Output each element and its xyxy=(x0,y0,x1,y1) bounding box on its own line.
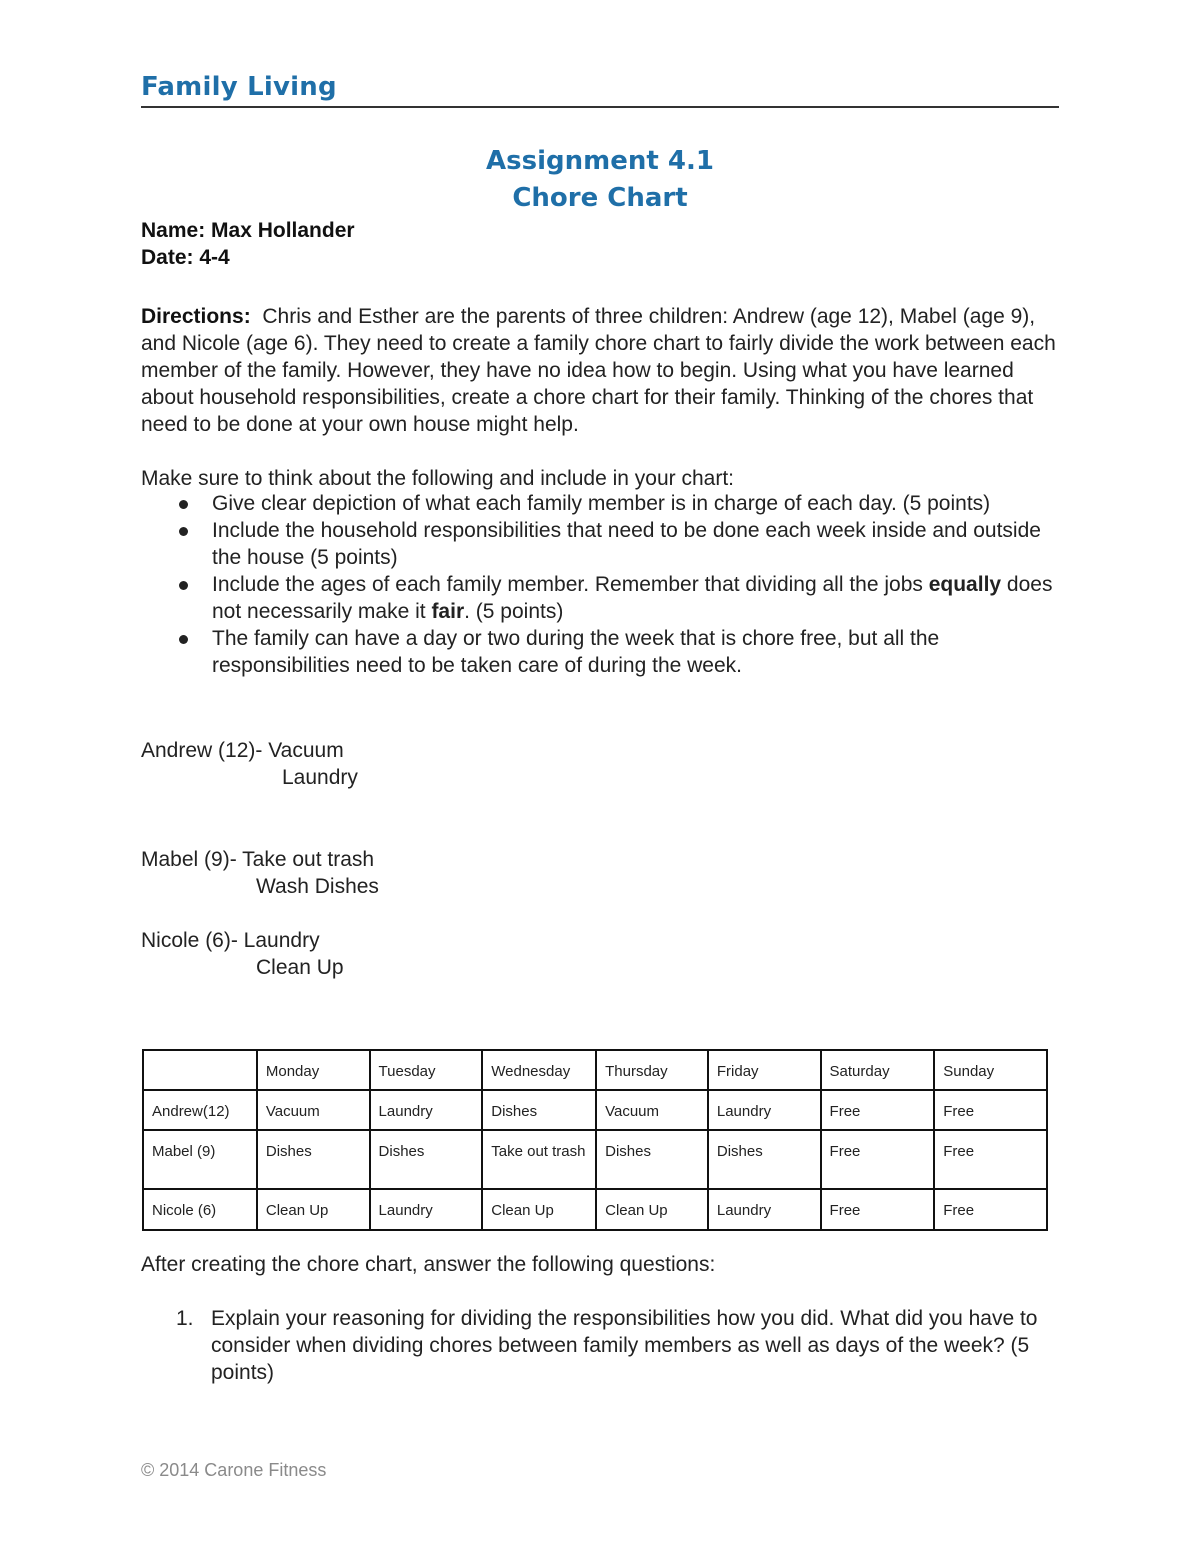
list-item xyxy=(141,490,1059,517)
table-cell: Clean Up xyxy=(257,1189,370,1230)
andrew-chore-secondary: Laundry xyxy=(282,766,358,789)
list-item xyxy=(141,517,1059,571)
nicole-chore-secondary: Clean Up xyxy=(256,956,344,979)
table-header-row xyxy=(143,1050,1047,1090)
table-cell xyxy=(143,1050,257,1090)
table-cell: Wednesday xyxy=(482,1050,596,1090)
bullet-icon xyxy=(179,581,188,590)
bullet-text: Give clear depiction of what each family member is in charge of each day. (5 points) xyxy=(212,492,991,515)
question-number: 1. xyxy=(176,1307,194,1330)
directions-label: Directions: xyxy=(141,305,251,328)
bullet-text-part: . (5 points) xyxy=(464,600,564,623)
table-cell: Take out trash xyxy=(482,1130,596,1189)
table-cell: Laundry xyxy=(708,1090,821,1130)
list-item xyxy=(141,571,1059,625)
chore-chart-table xyxy=(142,1049,1048,1231)
table-cell: Free xyxy=(821,1189,935,1230)
table-cell: Tuesday xyxy=(370,1050,483,1090)
bullet-icon xyxy=(179,527,188,536)
instructions-list xyxy=(141,490,1059,679)
table-cell: Free xyxy=(934,1090,1047,1130)
bullet-icon xyxy=(179,635,188,644)
table-cell: Mabel (9) xyxy=(143,1130,257,1189)
emphasis-fair: fair xyxy=(431,600,465,623)
student-name: Name: Max Hollander xyxy=(141,219,355,242)
mabel-chore-secondary: Wash Dishes xyxy=(256,875,379,898)
table-cell: Free xyxy=(934,1130,1047,1189)
bullet-text-part: Include the ages of each family member. Remember that dividing all the jobs xyxy=(212,573,929,596)
directions-paragraph xyxy=(141,303,1059,438)
assignment-title: Chore Chart xyxy=(512,183,688,213)
table-cell: Dishes xyxy=(370,1130,483,1189)
footer-copyright: © 2014 Carone Fitness xyxy=(141,1460,327,1480)
table-cell: Laundry xyxy=(708,1189,821,1230)
table-cell: Monday xyxy=(257,1050,370,1090)
table-cell: Clean Up xyxy=(596,1189,708,1230)
bullet-text: Include the household responsibilities that need to be done each week inside and outside the house (5 points) xyxy=(212,519,1041,569)
bullet-text-part: does not necessarily make it xyxy=(212,573,1053,623)
page-header-title: Family Living xyxy=(141,72,337,102)
andrew-chore-primary: Andrew (12)- Vacuum xyxy=(141,739,344,762)
table-cell: Thursday xyxy=(596,1050,708,1090)
directions-text: Chris and Esther are the parents of three children: Andrew (age 12), Mabel (age 9), and Nicole (age 6). They need to create a family chore chart to fairly divide the work between each member of the family. However, they have no idea how to begin. Using what you have learned about household responsibilities, create a chore chart for their family. Thinking of the chores that need to be done at your own house might help. xyxy=(141,305,1056,436)
mabel-chore-primary: Mabel (9)- Take out trash xyxy=(141,848,375,871)
table-cell: Friday xyxy=(708,1050,821,1090)
questions-intro: After creating the chore chart, answer the following questions: xyxy=(141,1253,716,1276)
table-cell: Laundry xyxy=(370,1189,483,1230)
list-item xyxy=(141,625,1059,679)
table-cell: Nicole (6) xyxy=(143,1189,257,1230)
bullet-icon xyxy=(179,500,188,509)
table-cell: Andrew(12) xyxy=(143,1090,257,1130)
table-cell: Dishes xyxy=(482,1090,596,1130)
assignment-date: Date: 4-4 xyxy=(141,246,230,269)
table-row xyxy=(143,1189,1047,1230)
table-cell: Dishes xyxy=(708,1130,821,1189)
table-cell: Laundry xyxy=(370,1090,483,1130)
table-cell: Free xyxy=(821,1090,935,1130)
nicole-chore-primary: Nicole (6)- Laundry xyxy=(141,929,320,952)
bullet-text: The family can have a day or two during the week that is chore free, but all the responsibilities need to be taken care of during the week. xyxy=(212,627,940,677)
table-cell: Clean Up xyxy=(482,1189,596,1230)
emphasis-equally: equally xyxy=(928,573,1002,596)
assignment-number: Assignment 4.1 xyxy=(486,146,714,176)
table-cell: Dishes xyxy=(596,1130,708,1189)
table-cell: Sunday xyxy=(934,1050,1047,1090)
table-cell: Free xyxy=(934,1189,1047,1230)
table-cell: Dishes xyxy=(257,1130,370,1189)
table-cell: Vacuum xyxy=(257,1090,370,1130)
instructions-intro: Make sure to think about the following and include in your chart: xyxy=(141,467,735,490)
table-cell: Free xyxy=(821,1130,935,1189)
table-cell: Vacuum xyxy=(596,1090,708,1130)
table-row xyxy=(143,1090,1047,1130)
table-row xyxy=(143,1130,1047,1189)
header-divider xyxy=(141,106,1059,108)
table-cell: Saturday xyxy=(821,1050,935,1090)
question-text: Explain your reasoning for dividing the responsibilities how you did. What did you have to consider when dividing chores between family members as well as days of the week? (5 points) xyxy=(211,1307,1038,1384)
